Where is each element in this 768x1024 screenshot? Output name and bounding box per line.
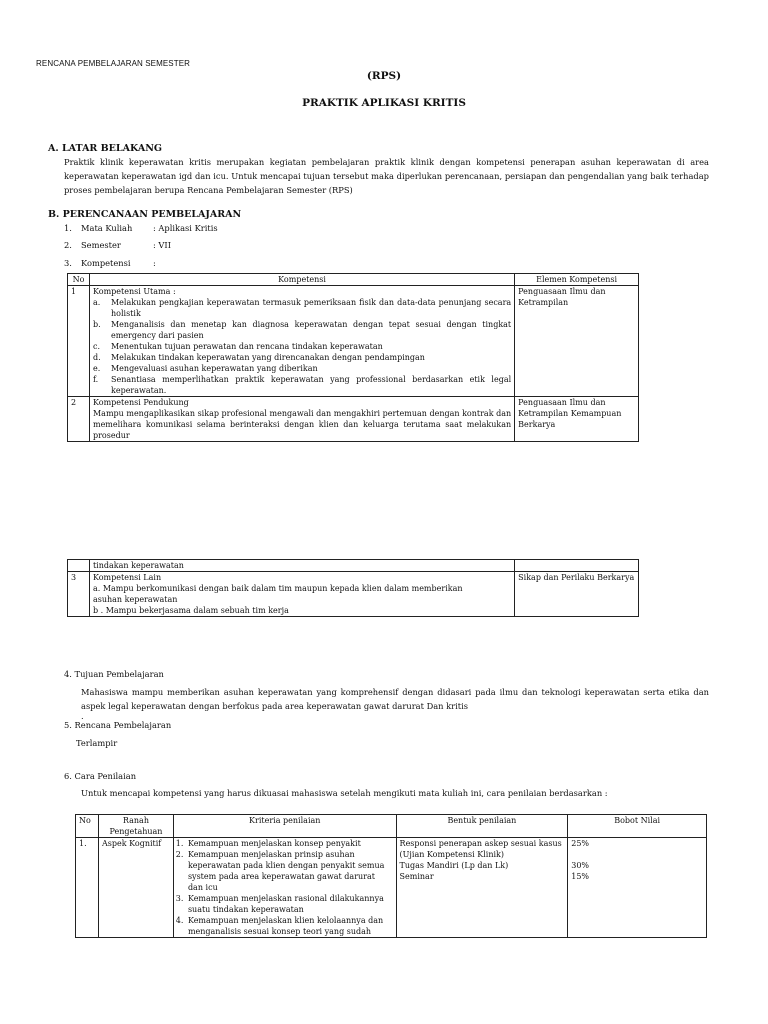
item-number: 2. bbox=[64, 240, 72, 250]
table-header-row bbox=[68, 274, 639, 286]
kriteria-list bbox=[174, 838, 393, 937]
table-row bbox=[68, 286, 639, 397]
table-row bbox=[68, 397, 639, 442]
list-text: Menganalisis dan menetap kan diagnosa keperawatan dengan tepat sesuai dengan tingkat emergency dari pasien bbox=[110, 320, 512, 340]
title-praktik: PRAKTIK APLIKASI KRITIS bbox=[302, 97, 466, 109]
header-bentuk: Bentuk penilaian bbox=[396, 815, 568, 838]
header-no: No bbox=[68, 274, 90, 286]
table-header-row bbox=[76, 815, 707, 838]
list-marker: b. bbox=[92, 320, 101, 329]
empty-cell bbox=[515, 560, 639, 572]
semester-row bbox=[64, 238, 171, 252]
list-text: Mengevaluasi asuhan keperawatan yang diberikan bbox=[110, 364, 318, 373]
list-item: b . Mampu bekerjasama dalam sebuah tim kerja bbox=[92, 606, 289, 615]
header-ranah: Ranah Pengetahuan bbox=[98, 815, 173, 838]
penilaian-table bbox=[75, 814, 707, 938]
list-text: Melakukan pengkajian keperawatan termasuk pemeriksaan fisik dan data-data penunjang secara holistik bbox=[110, 298, 512, 318]
list-marker: a. bbox=[92, 298, 101, 307]
cara-penilaian-text: Untuk mencapai kompetensi yang harus dikuasai mahasiswa setelah mengikuti mata kuliah ini, cara penilaian berdasarkan : bbox=[81, 788, 608, 798]
item-label: Kompetensi bbox=[81, 258, 131, 268]
kompetensi-cell bbox=[89, 397, 514, 442]
list-text: Melakukan tindakan keperawatan yang direncanakan dengan pendampingan bbox=[110, 353, 425, 362]
tujuan-heading: 4. Tujuan Pembelajaran bbox=[64, 669, 164, 679]
list-marker: c. bbox=[92, 342, 101, 351]
list-item: 3. Kemampuan menjelaskan rasional dilakukannya suatu tindakan keperawatan bbox=[186, 893, 393, 915]
mata-kuliah-row bbox=[64, 221, 218, 235]
bentuk-item: Tugas Mandiri (Lp dan Lk) bbox=[399, 861, 509, 870]
section-a-text: Praktik klinik keperawatan kritis merupakan kegiatan pembelajaran praktik klinik dengan kompetensi penerapan asuhan keperawatan di area keperawatan keperawatan igd dan icu. Untuk mencapai tujuan tersebut maka diperlukan perencanaan, persiapan dan pengendalian yang baik terhadap proses pembelajaran berupa Rencana Pembelajaran Semester (RPS) bbox=[64, 157, 709, 195]
document-header: RENCANA PEMBELAJARAN SEMESTER bbox=[36, 59, 191, 68]
list-item bbox=[93, 297, 511, 319]
bobot-cell bbox=[568, 838, 707, 938]
list-marker: d. bbox=[92, 353, 101, 362]
list-item: a. Mampu berkomunikasi dengan baik dalam tim maupun kepada klien dalam memberikan asuhan keperawatan bbox=[92, 584, 463, 604]
item-number: 3. bbox=[64, 258, 72, 268]
bobot-spacer bbox=[571, 849, 703, 860]
list-item: 1. Kemampuan menjelaskan konsep penyakit bbox=[186, 838, 393, 849]
section-a-heading: A. LATAR BELAKANG bbox=[48, 143, 162, 154]
kompetensi-title: Kompetensi Pendukung bbox=[92, 398, 189, 407]
list-item bbox=[93, 374, 511, 396]
list-marker: e. bbox=[92, 364, 101, 373]
tujuan-dot: . bbox=[81, 711, 84, 721]
table-row bbox=[76, 838, 707, 938]
kompetensi-table bbox=[67, 273, 639, 442]
header-kriteria: Kriteria penilaian bbox=[173, 815, 396, 838]
tujuan-text: Mahasiswa mampu memberikan asuhan keperawatan yang komprehensif dengan didasari pada ilmu dan teknologi keperawatan serta etika dan aspek legal keperawatan dengan berfokus pada area keperawatan gawat darurat Dan kritis bbox=[81, 687, 709, 711]
kompetensi-title: Kompetensi Lain bbox=[92, 573, 162, 582]
bentuk-item: Seminar bbox=[399, 872, 434, 881]
kompetensi-table-continued bbox=[67, 559, 639, 617]
kompetensi-row bbox=[64, 256, 156, 270]
rencana-heading: 5. Rencana Pembelajaran bbox=[64, 720, 172, 730]
header-no: No bbox=[76, 815, 99, 838]
item-value: : Aplikasi Kritis bbox=[153, 223, 218, 233]
kriteria-cell bbox=[173, 838, 396, 938]
kompetensi-cell bbox=[89, 572, 514, 617]
header-bobot: Bobot Nilai bbox=[568, 815, 707, 838]
list-item bbox=[93, 352, 511, 363]
bentuk-cell bbox=[396, 838, 568, 938]
item-label: Semester bbox=[81, 240, 121, 250]
row-number: 2 bbox=[68, 397, 90, 442]
elemen-cell: Penguasaan Ilmu dan Ketrampilan Kemampuan Berkarya bbox=[515, 397, 639, 442]
table-row bbox=[68, 572, 639, 617]
item-number: 1. bbox=[64, 223, 72, 233]
list-text: Senantiasa memperlihatkan praktik keperawatan yang professional berdasarkan etik legal keperawatan. bbox=[110, 375, 512, 395]
section-b-heading: B. PERENCANAAN PEMBELAJARAN bbox=[48, 209, 242, 220]
header-elemen: Elemen Kompetensi bbox=[515, 274, 639, 286]
bobot-value: 25% bbox=[571, 839, 590, 848]
row-number: 3 bbox=[68, 572, 90, 617]
elemen-cell: Penguasaan Ilmu dan Ketrampilan bbox=[515, 286, 639, 397]
rencana-text: Terlampir bbox=[76, 738, 118, 748]
bentuk-item: Responsi penerapan askep sesuai kasus (Ujian Kompetensi Klinik) bbox=[399, 839, 562, 859]
list-item bbox=[93, 341, 511, 352]
kompetensi-title: Kompetensi Utama : bbox=[92, 287, 176, 296]
kompetensi-text: Mampu mengaplikasikan sikap profesional mengawali dan mengakhiri pertemuan dengan kontrak dan memelihara komunikasi selama berinteraksi dengan klien dan keluarga terutama saat melakukan prosedur bbox=[92, 409, 512, 440]
empty-cell bbox=[68, 560, 90, 572]
header-kompetensi: Kompetensi bbox=[89, 274, 514, 286]
cara-penilaian-heading: 6. Cara Penilaian bbox=[64, 771, 137, 781]
list-item bbox=[93, 363, 511, 374]
title-rps: (RPS) bbox=[366, 70, 402, 82]
ranah-cell: Aspek Kognitif bbox=[98, 838, 173, 938]
list-item: 2. Kemampuan menjelaskan prinsip asuhan keperawatan pada klien dengan penyakit semua system pada area keperawatan gawat darurat dan icu bbox=[186, 849, 393, 893]
item-value: : bbox=[153, 258, 156, 268]
row-number: 1. bbox=[76, 838, 99, 938]
elemen-cell: Sikap dan Perilaku Berkarya bbox=[515, 572, 639, 617]
row-number: 1 bbox=[68, 286, 90, 397]
bobot-value: 15% bbox=[571, 872, 590, 881]
item-label: Mata Kuliah bbox=[81, 223, 133, 233]
bobot-value: 30% bbox=[571, 861, 590, 870]
list-item bbox=[93, 319, 511, 341]
table-row bbox=[68, 560, 639, 572]
continuation-cell: tindakan keperawatan bbox=[89, 560, 514, 572]
list-marker: f. bbox=[92, 375, 99, 384]
list-text: Menentukan tujuan perawatan dan rencana tindakan keperawatan bbox=[110, 342, 383, 351]
item-value: : VII bbox=[153, 240, 171, 250]
list-item: 4. Kemampuan menjelaskan klien kelolaannya dan menganalisis sesuai konsep teori yang sudah bbox=[186, 915, 393, 937]
kompetensi-cell bbox=[89, 286, 514, 397]
